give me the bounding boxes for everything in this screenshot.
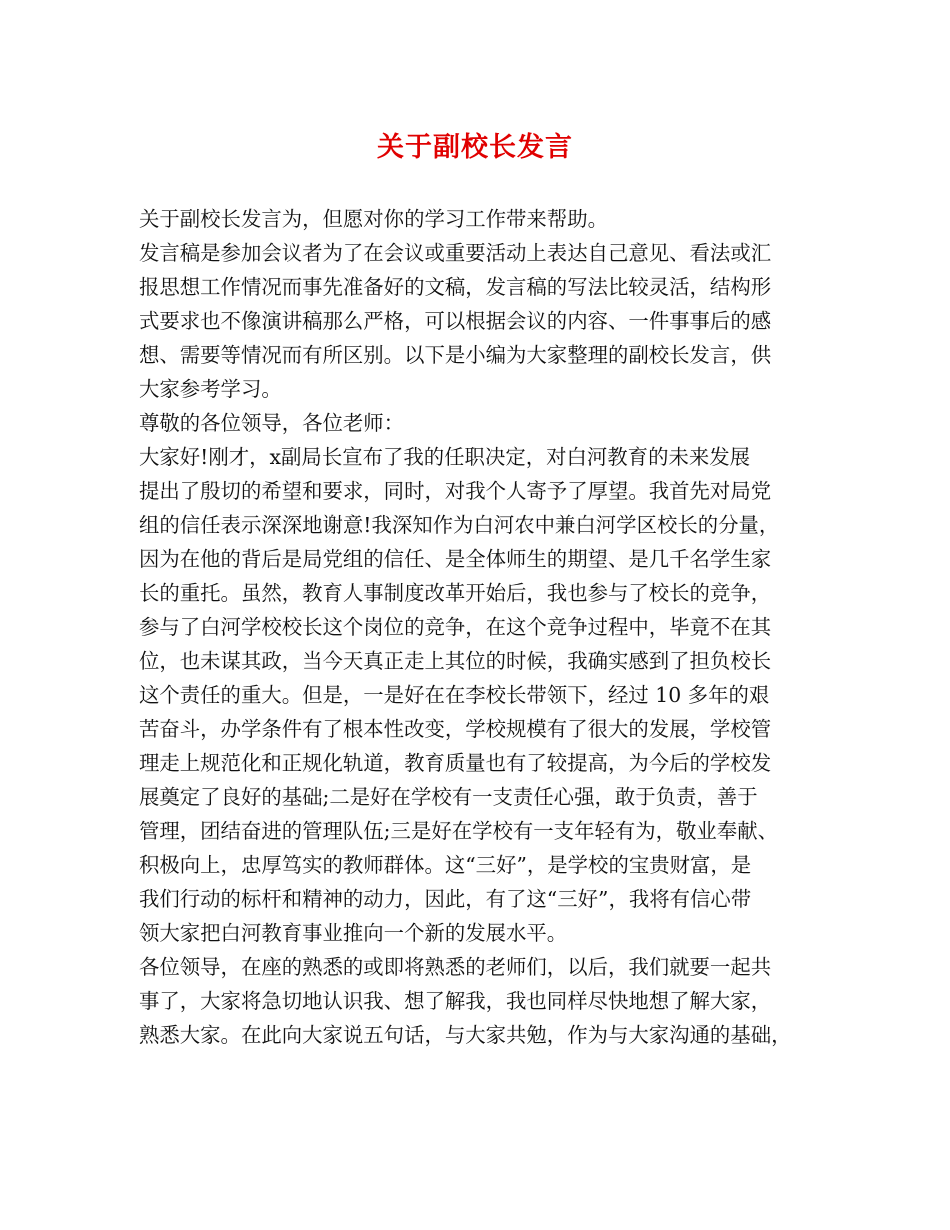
text-line: 式要求也不像演讲稿那么严格，可以根据会议的内容、一件事事后的感	[139, 309, 772, 333]
text-line: 这个责任的重大。但是，一是好在在李校长带领下，经过 10 多年的艰	[139, 683, 770, 707]
text-line: 关于副校长发言为，但愿对你的学习工作带来帮助。	[139, 207, 608, 231]
text-line: 长的重托。虽然，教育人事制度改革开始后，我也参与了校长的竞争，	[139, 581, 772, 605]
document-body	[139, 202, 829, 1052]
text-line: 熟悉大家。在此向大家说五句话，与大家共勉，作为与大家沟通的基础，	[139, 1023, 792, 1047]
text-line: 苦奋斗，办学条件有了根本性改变，学校规模有了很大的发展，学校管	[139, 717, 772, 741]
text-line: 理走上规范化和正规化轨道，教育质量也有了较提高，为今后的学校发	[139, 751, 772, 775]
text-line: 位，也未谋其政，当今天真正走上其位的时候，我确实感到了担负校长	[139, 649, 772, 673]
text-line: 积极向上，忠厚笃实的教师群体。这“三好”，是学校的宝贵财富，是	[139, 853, 752, 877]
text-line: 大家好!刚才，x副局长宣布了我的任职决定，对白河教育的未来发展	[139, 445, 751, 469]
text-line: 发言稿是参加会议者为了在会议或重要活动上表达自己意见、看法或汇	[139, 241, 772, 265]
text-line: 领大家把白河教育事业推向一个新的发展水平。	[139, 921, 568, 945]
text-line: 提出了殷切的希望和要求，同时，对我个人寄予了厚望。我首先对局党	[139, 479, 772, 503]
text-line: 参与了白河学校校长这个岗位的竞争，在这个竞争过程中，毕竟不在其	[139, 615, 772, 639]
text-line: 因为在他的背后是局党组的信任、是全体师生的期望、是几千名学生家	[139, 547, 772, 571]
text-line: 尊敬的各位领导，各位老师：	[139, 411, 405, 435]
text-line: 想、需要等情况而有所区别。以下是小编为大家整理的副校长发言，供	[139, 343, 772, 367]
text-line: 报思想工作情况而事先准备好的文稿，发言稿的写法比较灵活，结构形	[139, 275, 772, 299]
text-line: 展奠定了良好的基础;二是好在学校有一支责任心强，敢于负责，善于	[139, 785, 758, 809]
text-line: 管理，团结奋进的管理队伍;三是好在学校有一支年轻有为，敬业奉献、	[139, 819, 778, 843]
text-line: 事了，大家将急切地认识我、想了解我，我也同样尽快地想了解大家，	[139, 989, 772, 1013]
text-line: 组的信任表示深深地谢意!我深知作为白河农中兼白河学区校长的分量，	[139, 513, 780, 537]
text-line: 大家参考学习。	[139, 377, 282, 401]
document-title: 关于副校长发言	[377, 132, 573, 163]
text-line: 我们行动的标杆和精神的动力，因此，有了这“三好”，我将有信心带	[139, 887, 752, 911]
text-line: 各位领导，在座的熟悉的或即将熟悉的老师们，以后，我们就要一起共	[139, 955, 772, 979]
